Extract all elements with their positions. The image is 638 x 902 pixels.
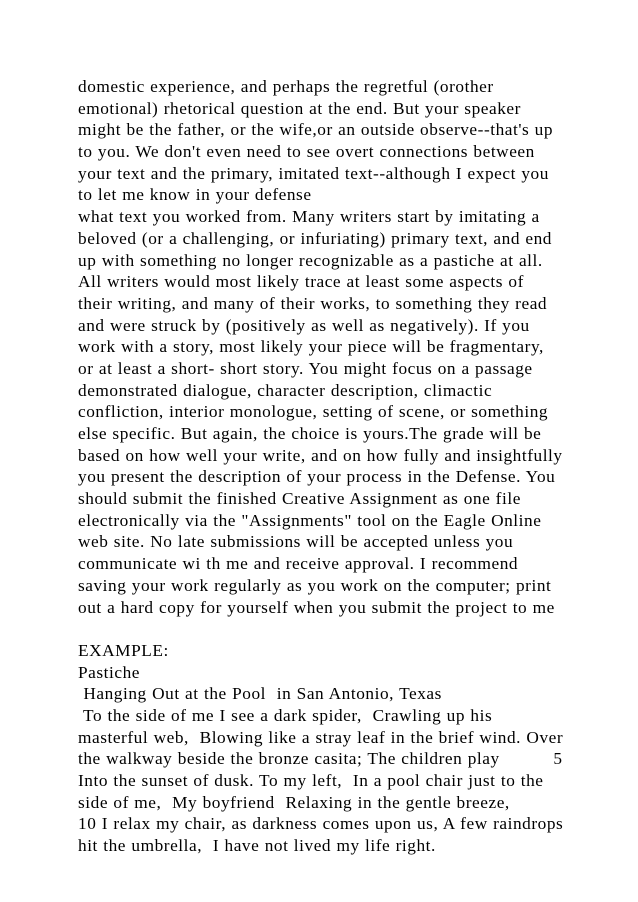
document-text bbox=[78, 76, 598, 857]
body-line: domestic experience, and perhaps the regretful (orother bbox=[78, 77, 494, 96]
body-line: communicate wi th me and receive approval. I recommend bbox=[78, 554, 519, 574]
poem-line: side of me, My boyfriend Relaxing in the gentle breeze, bbox=[78, 792, 510, 812]
body-line: out a hard copy for yourself when you submit the project to me bbox=[78, 597, 555, 617]
body-line: to you. We don't even need to see overt connections between bbox=[78, 142, 535, 162]
body-line: work with a story, most likely your piece will be fragmentary, bbox=[78, 337, 544, 357]
body-line: demonstrated dialogue, character description, climactic bbox=[78, 380, 493, 400]
poem-line: Into the sunset of dusk. To my left, In a pool chair just to the bbox=[78, 771, 544, 790]
body-line: beloved (or a challenging, or infuriating) primary text, and end bbox=[78, 228, 552, 248]
body-line: All writers would most likely trace at least some aspects of bbox=[78, 272, 524, 292]
body-line: your text and the primary, imitated text--although I expect you bbox=[78, 163, 549, 183]
body-line: saving your work regularly as you work on the computer; print bbox=[78, 575, 552, 595]
body-line: what text you worked from. Many writers start by imitating a bbox=[78, 207, 540, 227]
body-line: might be the father, or the wife,or an outside observe--that's up bbox=[78, 120, 554, 140]
poem-line: Hanging Out at the Pool in San Antonio, Texas bbox=[78, 684, 442, 704]
poem-line: the walkway beside the bronze casita; The children play 5 bbox=[78, 749, 563, 769]
body-line: emotional) rhetorical question at the end. But your speaker bbox=[78, 98, 521, 118]
body-line: and were struck by (positively as well as negatively). If you bbox=[78, 315, 530, 335]
paragraph-spacer bbox=[78, 618, 598, 640]
example-heading: EXAMPLE: bbox=[78, 640, 169, 660]
body-line: to let me know in your defense bbox=[78, 185, 312, 205]
body-line: their writing, and many of their works, to something they read bbox=[78, 293, 548, 313]
body-line: or at least a short- short story. You might focus on a passage bbox=[78, 358, 533, 378]
poem-line: masterful web, Blowing like a stray leaf in the brief wind. Over bbox=[78, 727, 564, 747]
body-line: web site. No late submissions will be accepted unless you bbox=[78, 532, 514, 552]
example-label: Pastiche bbox=[78, 662, 140, 682]
poem-line: To the side of me I see a dark spider, Crawling up his bbox=[78, 705, 493, 725]
poem-line: hit the umbrella, I have not lived my life right. bbox=[78, 836, 436, 856]
body-line: else specific. But again, the choice is yours.The grade will be bbox=[78, 424, 542, 443]
body-line: based on how well your write, and on how fully and insightfully bbox=[78, 445, 563, 465]
body-line: up with something no longer recognizable as a pastiche at all. bbox=[78, 250, 543, 270]
body-line: confliction, interior monologue, setting of scene, or something bbox=[78, 402, 549, 422]
body-line: you present the description of your process in the Defense. You bbox=[78, 467, 556, 487]
poem-line: 10 I relax my chair, as darkness comes upon us, A few raindrops bbox=[78, 814, 564, 834]
body-line: electronically via the "Assignments" tool on the Eagle Online bbox=[78, 510, 542, 530]
body-line: should submit the finished Creative Assignment as one file bbox=[78, 489, 521, 509]
